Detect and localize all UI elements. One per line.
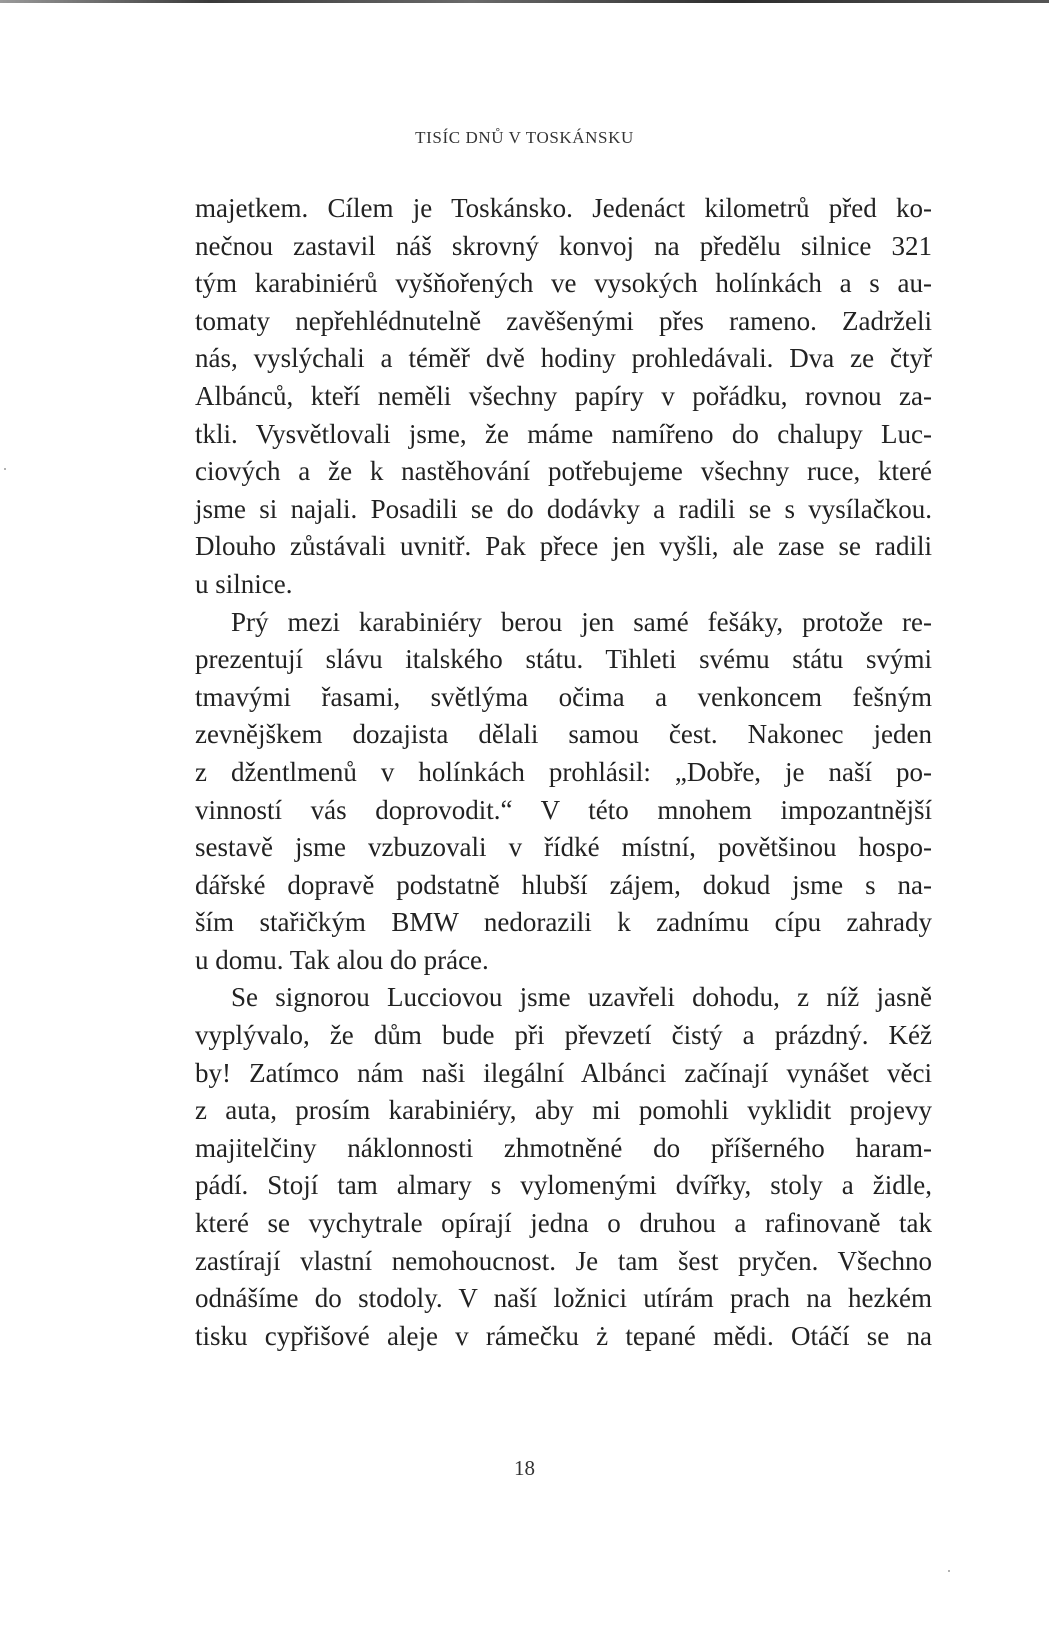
text-line: vinností vás doprovodit.“ V této mnohem impozantnější [195, 794, 932, 825]
text-line: jsme si najali. Posadili se do dodávky a radili se s vysílačkou. [195, 493, 932, 524]
page-number: 18 [514, 1456, 535, 1480]
text-line: ším stařičkým BMW nedorazili k zadnímu cípu zahrady [195, 907, 932, 938]
text-line: tomaty nepřehlédnutelně zavěšenými přes rameno. Zadrželi [195, 305, 932, 336]
text-line: Dlouho zůstávali uvnitř. Pak přece jen vyšli, ale zase se radili [195, 531, 932, 562]
text-line: tkli. Vysvětlovali jsme, že máme namířeno do chalupy Luc- [195, 418, 932, 449]
running-head: TISÍC DNŮ V TOSKÁNSKU [415, 128, 634, 147]
text-line: by! Zatímco nám naši ilegální Albánci začínají vynášet věci [195, 1057, 932, 1088]
text-line: odnášíme do stodoly. V naší ložnici utírám prach na hezkém [195, 1283, 932, 1314]
text-line: nečnou zastavil náš skrovný konvoj na předělu silnice 321 [195, 230, 932, 261]
text-line: Albánců, kteří neměli všechny papíry v pořádku, rovnou za- [195, 380, 932, 411]
text-line: Prý mezi karabiniéry berou jen samé fešáky, protože re- [231, 606, 932, 637]
text-line: dářské dopravě podstatně hlubší zájem, dokud jsme s na- [195, 869, 932, 900]
text-line: z auta, prosím karabiniéry, aby mi pomohli vyklidit projevy [195, 1095, 932, 1126]
scan-speck [948, 1570, 950, 1572]
text-line: pádí. Stojí tam almary s vylomenými dvířky, stoly a židle, [195, 1170, 932, 1201]
text-line: u domu. Tak alou do práce. [195, 944, 489, 975]
text-line: u silnice. [195, 568, 293, 599]
text-line: vyplývalo, že dům bude při převzetí čistý a prázdný. Kéž [195, 1020, 932, 1051]
text-line: tmavými řasami, světlýma očima a venkoncem fešným [195, 681, 932, 712]
text-line: zastírají vlastní nemohoucnost. Je tam šest pryčen. Všechno [195, 1245, 932, 1276]
text-line: sestavě jsme vzbuzovali v řídké místní, povětšinou hospo- [195, 832, 932, 863]
body-text [195, 190, 932, 1355]
text-line: ciových a že k nastěhování potřebujeme všechny ruce, které [195, 456, 932, 487]
text-line: Se signorou Lucciovou jsme uzavřeli dohodu, z níž jasně [231, 982, 932, 1013]
text-line: z džentlmenů v holínkách prohlásil: „Dobře, je naší po- [195, 756, 932, 787]
text-line: tým karabiniérů vyšňořených ve vysokých holínkách a s au- [195, 268, 932, 299]
scan-speck [4, 468, 6, 470]
text-line: majetkem. Cílem je Toskánsko. Jedenáct kilometrů před ko- [195, 193, 932, 223]
text-line: tisku cypřišové aleje v rámečku ż tepané mědi. Otáčí se na [195, 1320, 932, 1351]
text-line: nás, vyslýchali a téměř dvě hodiny prohledávali. Dva ze čtyř [195, 343, 932, 374]
scan-edge [0, 0, 1049, 3]
text-line: majitelčiny náklonnosti zhmotněné do příšerného haram- [195, 1132, 932, 1163]
text-line: prezentují slávu italského státu. Tihleti svému státu svými [195, 644, 932, 675]
text-line: které se vychytrale opírají jedna o druhou a rafinovaně tak [195, 1208, 932, 1239]
text-line: zevnějškem dozajista dělali samou čest. Nakonec jeden [195, 719, 932, 750]
